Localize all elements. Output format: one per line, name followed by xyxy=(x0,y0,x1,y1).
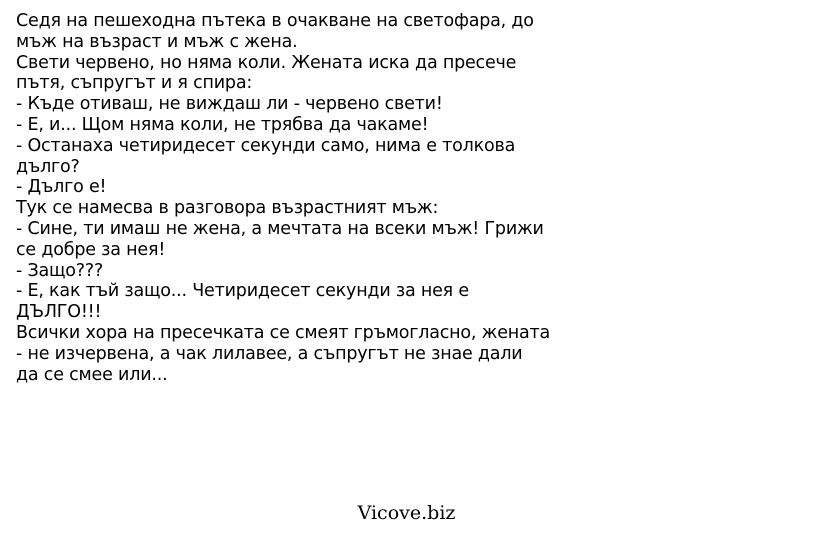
joke-line: - Къде отиваш, не виждаш ли - червено свети! xyxy=(16,94,443,115)
joke-line: Седя на пешеходна пътека в очакване на светофара, до xyxy=(16,11,534,31)
joke-text xyxy=(16,11,816,385)
joke-line: пътя, съпругът и я спира: xyxy=(16,73,253,94)
joke-line: дълго? xyxy=(16,156,80,177)
joke-line: - Е, как тъй защо... Четиридесет секунди за нея е xyxy=(16,281,469,302)
joke-line: ДЪЛГО!!! xyxy=(16,302,102,323)
joke-line: - Е, и... Щом няма коли, не трябва да чакаме! xyxy=(16,114,429,135)
joke-line: мъж на възраст и мъж с жена. xyxy=(16,31,298,52)
joke-line: Всички хора на пресечката се смеят гръмогласно, жената xyxy=(16,322,551,343)
joke-line: - Защо??? xyxy=(16,260,104,281)
joke-line: да се смее или... xyxy=(16,364,168,385)
site-watermark: Vicove.biz xyxy=(357,502,456,524)
joke-line: - не изчервена, а чак лилавее, а съпругът не знае дали xyxy=(16,343,523,364)
joke-line: Тук се намесва в разговора възрастният мъж: xyxy=(16,198,439,219)
joke-line: - Дълго е! xyxy=(16,177,107,198)
joke-line: се добре за нея! xyxy=(16,239,166,260)
joke-line: Свети червено, но няма коли. Жената иска да пресече xyxy=(16,52,517,73)
joke-line: - Сине, ти имаш не жена, а мечтата на всеки мъж! Грижи xyxy=(16,218,544,239)
joke-line: - Останаха четиридесет секунди само, нима е толкова xyxy=(16,135,516,156)
